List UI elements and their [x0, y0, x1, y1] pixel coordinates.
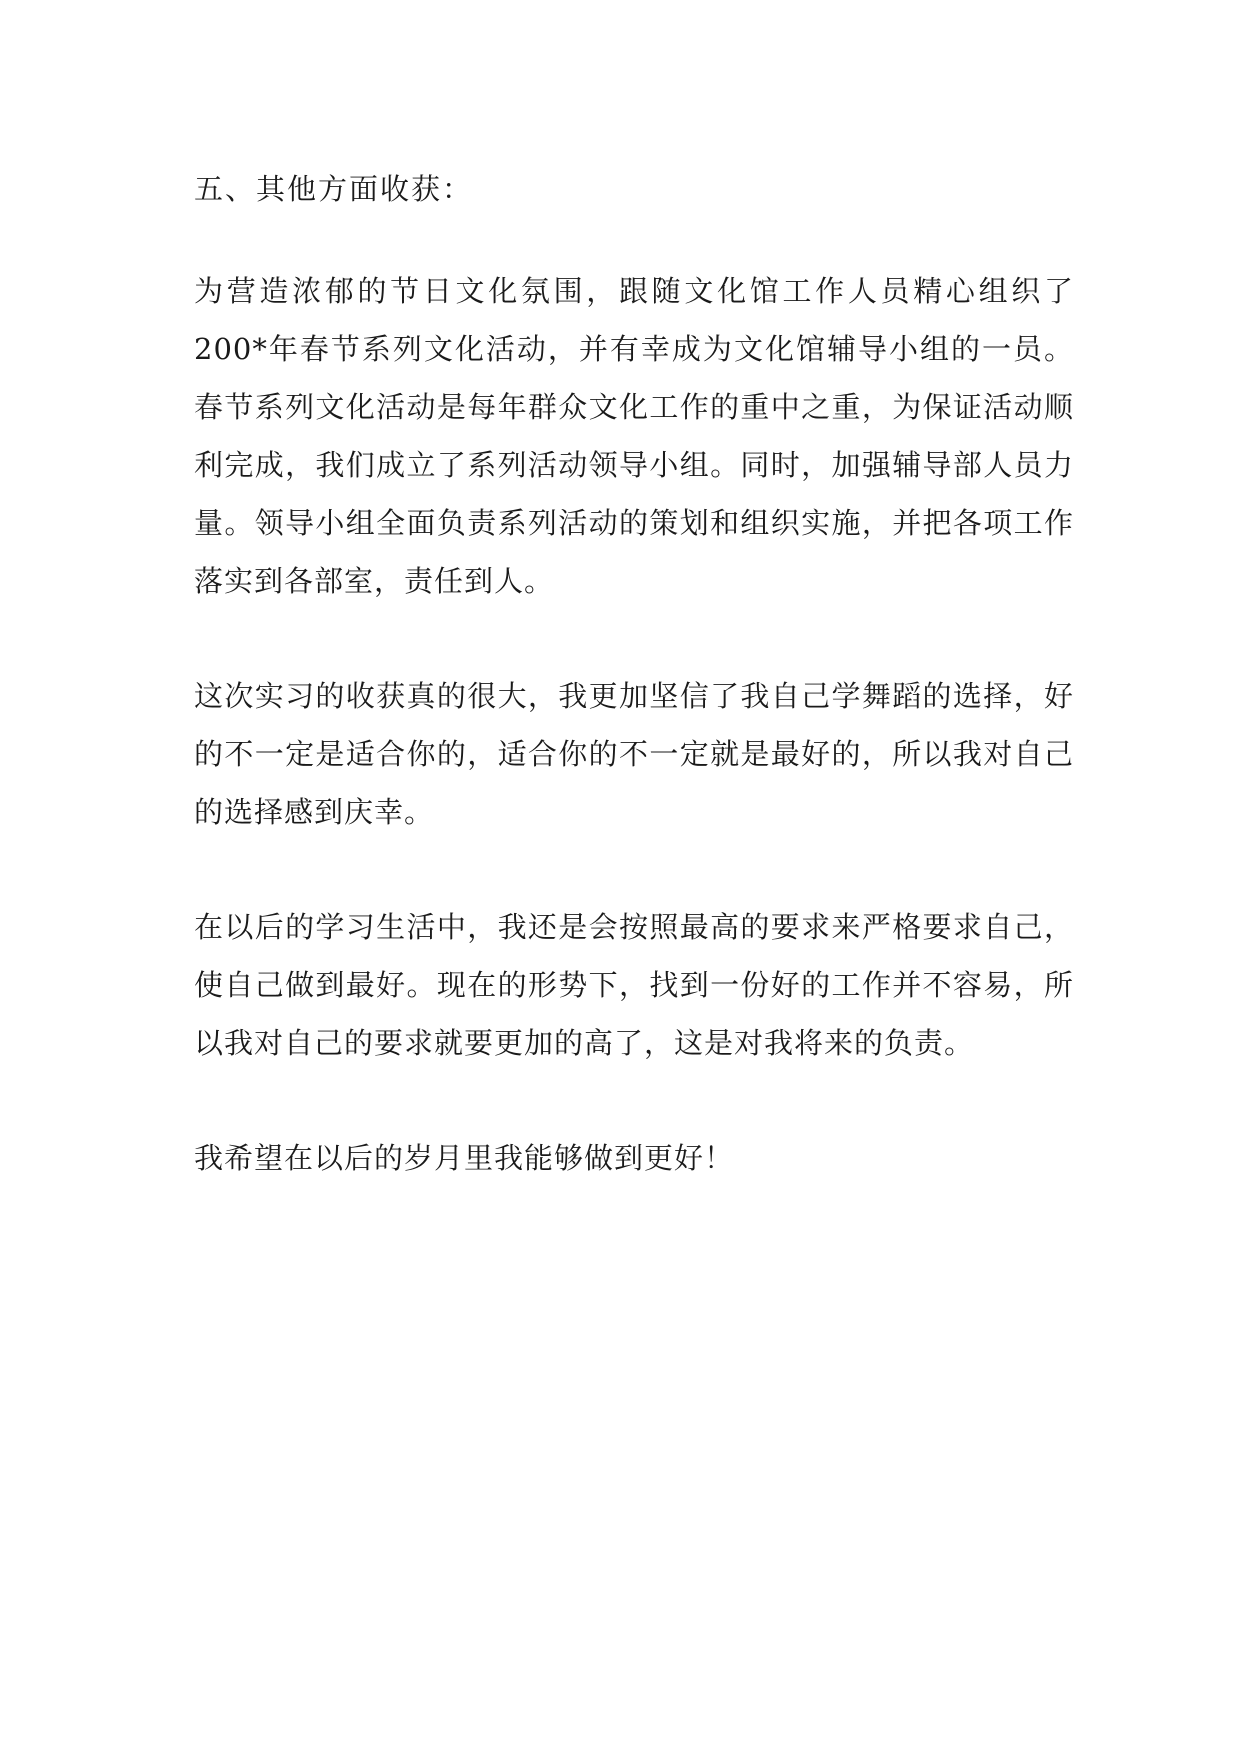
paragraph-4: 我希望在以后的岁月里我能够做到更好！	[194, 1141, 735, 1175]
paragraph-2: 这次实习的收获真的很大，我更加坚信了我自己学舞蹈的选择，好的不一定是适合你的，适合你的不一定就是最好的，所以我对自己的选择感到庆幸。	[194, 679, 1074, 829]
document-body	[194, 160, 1074, 1187]
paragraph-3: 在以后的学习生活中，我还是会按照最高的要求来严格要求自己，使自己做到最好。现在的形势下，找到一份好的工作并不容易，所以我对自己的要求就要更加的高了，这是对我将来的负责。	[194, 910, 1074, 1060]
section-heading: 五、其他方面收获：	[194, 172, 474, 206]
paragraph-1: 为营造浓郁的节日文化氛围，跟随文化馆工作人员精心组织了200*年春节系列文化活动，并有幸成为文化馆辅导小组的一员。春节系列文化活动是每年群众文化工作的重中之重，为保证活动顺利完成，我们成立了系列活动领导小组。同时，加强辅导部人员力量。领导小组全面负责系列活动的策划和组织实施，并把各项工作落实到各部室，责任到人。	[194, 274, 1074, 598]
